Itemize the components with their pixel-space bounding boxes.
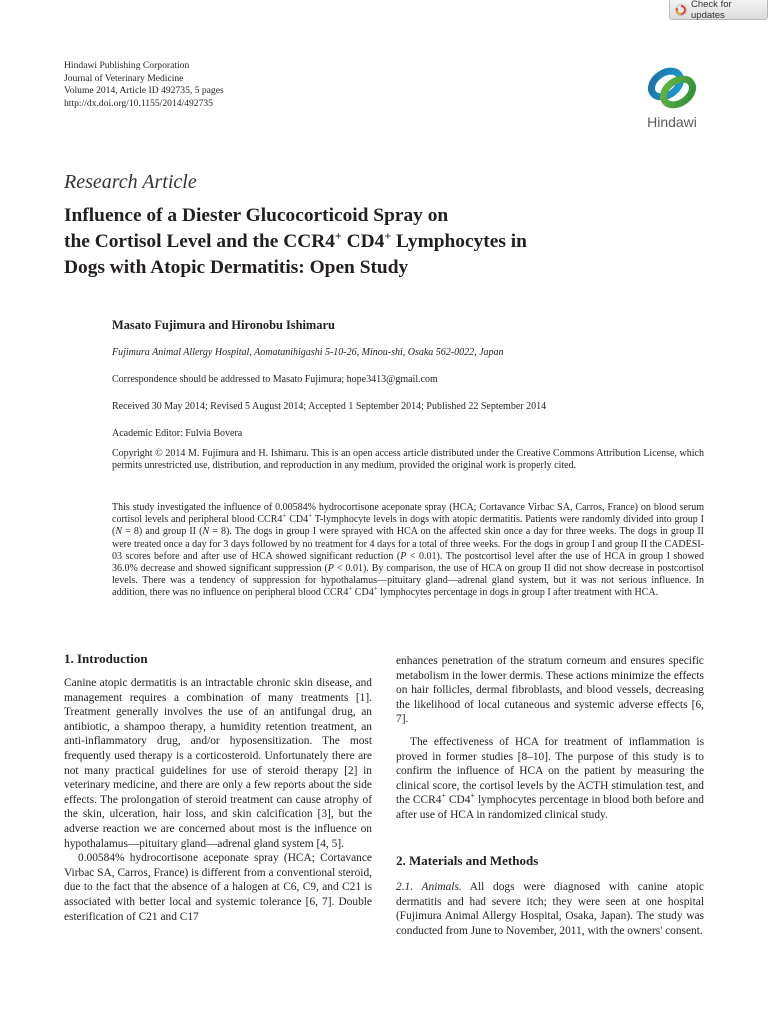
article-title [64,203,664,281]
check-for-updates-label: Check for updates [691,0,732,21]
intro-paragraph-1: Canine atopic dermatitis is an intractable chronic skin disease, and management requires a combination of many treatments [1]. Treatment generally involves the use of an antifungal drug, an antibiotic, a shampoo therapy, a humidity retention treatment, an anti-inflammatory drug, and/or hyposensitization. The most frequently used therapy is a corticosteroid. Unfortunately there are not many practical guidelines for use of steroid therapy [2] in veterinary medicine, and there are only a few reports about the side effects. The prolongation of steroid treatment can cause atrophy of the skin, ulceration, hair loss, and skin calcification [3], but the adverse reaction we are concerned about most is the influence on hypothalamus—pituitary gland—adrenal gland system [4, 5]. [64,677,372,850]
publisher-name: Hindawi Publishing Corporation [64,60,190,71]
hindawi-logo-icon [634,64,710,114]
intro-paragraph-2: 0.00584% hydrocortisone aceponate spray (HCA; Cortavance Virbac SA, Carros, France) is different from a conventional steroid, due to the fact that the absence of a halogen at C6, C9, and C21 is associated with better local and systemic tolerance [6, 7]. Double esterification of C21 and C17 [64,852,372,923]
journal-meta [64,60,224,110]
article-type: Research Article [64,171,197,193]
animals-label: 2.1. Animals. [396,881,462,893]
affiliation: Fujimura Animal Allergy Hospital, Aomatanihigashi 5-10-26, Minou-shi, Osaka 562-0022, Japan [112,347,504,358]
correspondence: Correspondence should be addressed to Masato Fujimura; hope3413@gmail.com [112,374,438,385]
animals-paragraph: 2.1. Animals. All dogs were diagnosed with canine atopic dermatitis and had severe itch; they were seen at one hospital (Fujimura Animal Allergy Hospital, Osaka, Japan). The study was conducted from June to November, 2011, with the owners' consent. [396,881,704,937]
right-column-body [396,654,704,823]
volume-info: Volume 2014, Article ID 492735, 5 pages [64,85,224,96]
introduction-heading: 1. Introduction [64,651,148,666]
title-line-2: the Cortisol Level and the CCR4+ CD4+ Lymphocytes in [64,228,527,252]
check-for-updates-button[interactable] [669,0,768,20]
authors: Masato Fujimura and Hironobu Ishimaru [112,318,335,332]
hindawi-logo-text: Hindawi [647,114,697,130]
right-paragraph-2: The effectiveness of HCA for treatment of inflammation is proved in former studies [8–10]. The purpose of this study is to confirm the influence of HCA on the patient by measuring the clinical score, the cortisol levels by the ACTH stimulation test, and the CCR4+ CD4+ lymphocytes percentage in blood both before and after use of HCA in randomized clinical study. [396,735,704,821]
right-paragraph-1: enhances penetration of the stratum corneum and ensures specific metabolism in the lower dermis. These actions minimize the effects on hair follicles, dermal fibroblasts, and blood vessels, decreasing the likelihood of local cutaneous and systemic adverse effects [6, 7]. [396,655,704,726]
abstract: This study investigated the influence of 0.00584% hydrocortisone aceponate spray (HCA; Cortavance Virbac SA, Carros, France) on blood serum cortisol levels and peripheral blood CCR4+ CD4+ T-lymphocyte levels in dogs with atopic dermatitis. Patients were randomly divided into group I (N = 8) and group II (N = 8). The dogs in group I were sprayed with HCA on the affected skin once a day for three weeks. The dogs in group II were treated once a day for 3 days followed by no treatment for 4 days for a total of three weeks. For the dogs in group I and group II the CADESI-03 scores before and after use of HCA showed significant reduction (P < 0.01). The postcortisol level after the use of HCA in group I showed 36.0% decrease and showed significant suppression (P < 0.01). By comparison, the use of HCA on group II did not show decrease in postcortisol levels. There was a tendency of suppression for hypothalamus—pituitary gland—adrenal gland system, but it was not serious influence. In addition, there was no influence on peripheral blood CCR4+ CD4+ lymphocytes percentage in dogs in group I after treatment with HCA. [112,502,704,599]
journal-name: Journal of Veterinary Medicine [64,72,184,84]
methods-heading: 2. Materials and Methods [396,853,539,868]
hindawi-logo [634,64,710,136]
refresh-icon [675,4,687,16]
title-line-3: Dogs with Atopic Dermatitis: Open Study [64,257,409,278]
copyright-notice: Copyright © 2014 M. Fujimura and H. Ishimaru. This is an open access article distributed under the Creative Commons Attribution License, which permits unrestricted use, distribution, and reproduction in any medium, provided the original work is properly cited. [112,448,704,472]
publication-dates: Received 30 May 2014; Revised 5 August 2014; Accepted 1 September 2014; Published 22 September 2014 [112,401,547,412]
academic-editor: Academic Editor: Fulvia Bovera [112,428,243,439]
introduction-body [64,676,372,924]
title-line-1: Influence of a Diester Glucocorticoid Spray on [64,205,449,226]
doi-link[interactable]: http://dx.doi.org/10.1155/2014/492735 [64,97,213,109]
